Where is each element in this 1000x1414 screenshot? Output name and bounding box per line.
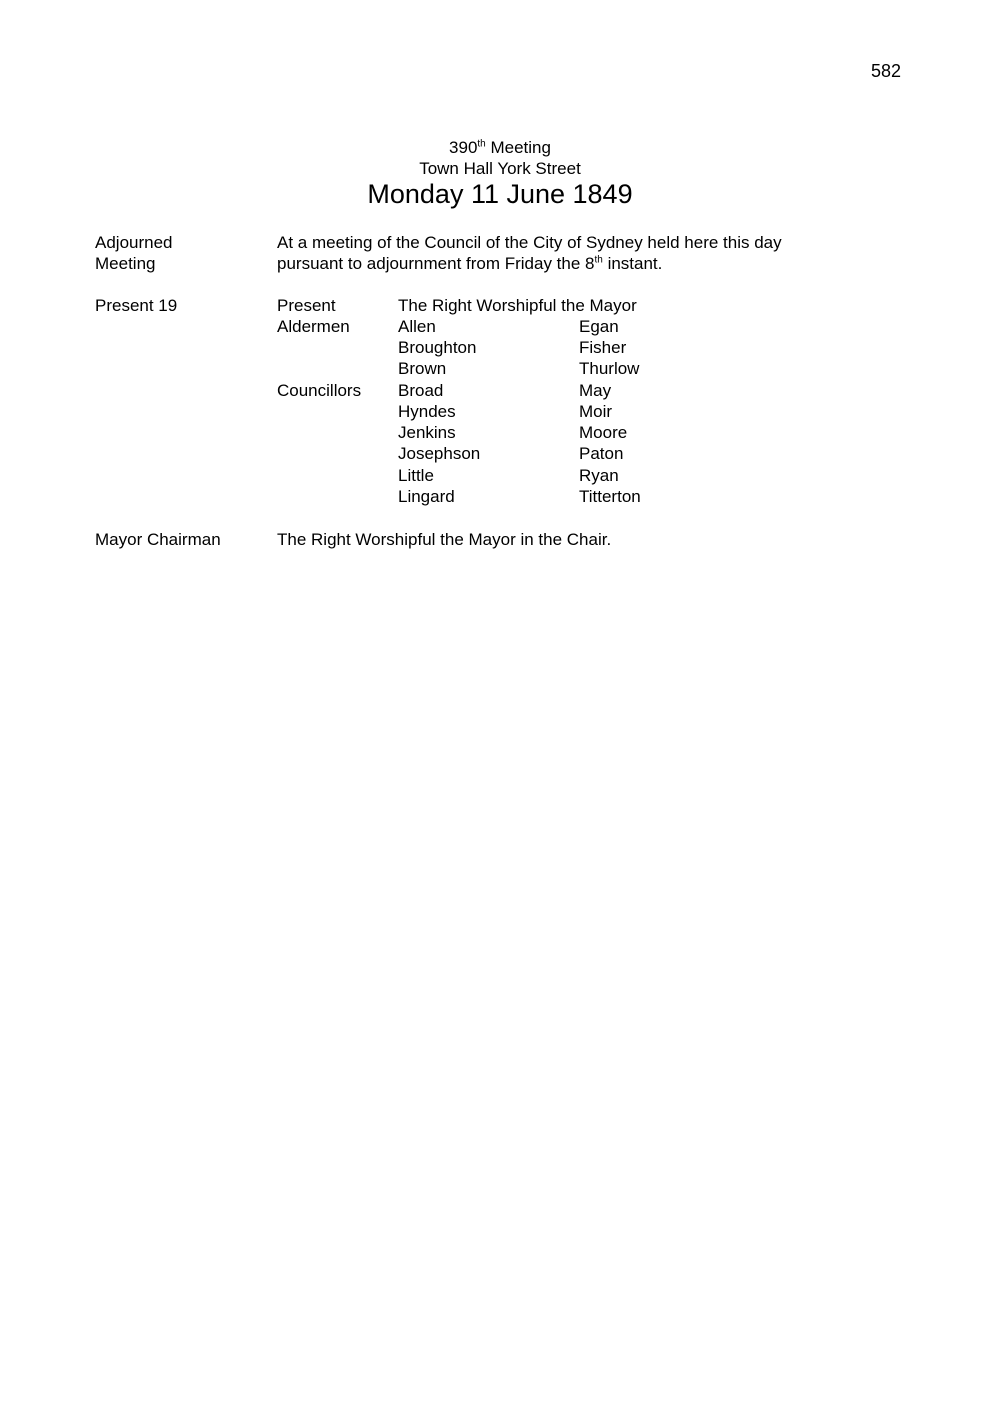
aldermen-label: Aldermen [277, 317, 350, 336]
councillor-name: Hyndes [398, 402, 456, 421]
alderman-name: Egan [579, 317, 619, 336]
councillor-name: Ryan [579, 466, 619, 485]
meeting-date: Monday 11 June 1849 [367, 179, 633, 209]
councillor-name: Josephson [398, 444, 481, 463]
margin-note-present: Present 19 [95, 296, 178, 315]
alderman-name: Fisher [579, 338, 627, 357]
meeting-number: 390th Meeting [449, 138, 551, 157]
margin-note-chairman: Mayor Chairman [95, 530, 221, 549]
adjourned-text-line1: At a meeting of the Council of the City of Sydney held here this day [277, 233, 782, 252]
councillor-name: Jenkins [398, 423, 456, 442]
adjourned-text-line2: pursuant to adjournment from Friday the 8th instant. [277, 254, 663, 273]
alderman-name: Brown [398, 359, 447, 378]
councillor-name: Moore [579, 423, 628, 442]
alderman-name: Thurlow [579, 359, 640, 378]
present-label: Present [277, 296, 336, 315]
councillor-name: Little [398, 466, 434, 485]
meeting-venue: Town Hall York Street [419, 159, 581, 178]
chair-text: The Right Worshipful the Mayor in the Chair. [277, 530, 612, 549]
page-number: 582 [871, 61, 902, 81]
margin-note-adjourned: Adjourned [95, 233, 173, 252]
councillors-label: Councillors [277, 381, 362, 400]
margin-note-meeting: Meeting [95, 254, 156, 273]
councillor-name: May [579, 381, 612, 400]
present-mayor: The Right Worshipful the Mayor [398, 296, 637, 315]
alderman-name: Allen [398, 317, 436, 336]
councillor-name: Broad [398, 381, 444, 400]
councillor-name: Lingard [398, 487, 455, 506]
alderman-name: Broughton [398, 338, 477, 357]
councillor-name: Moir [579, 402, 613, 421]
councillor-name: Titterton [579, 487, 641, 506]
councillor-name: Paton [579, 444, 624, 463]
